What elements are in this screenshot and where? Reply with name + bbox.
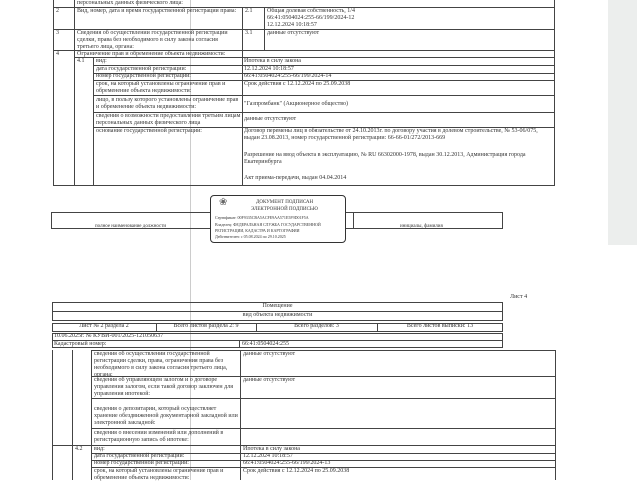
- stamp-title: ЭЛЕКТРОННОЙ ПОДПИСЬЮ: [251, 207, 318, 212]
- item-value: данные отсутствуют: [243, 377, 296, 383]
- stamp-owner: РЕГИСТРАЦИИ, КАДАСТРА И КАРТОГРАФИИ: [215, 228, 300, 233]
- name-caption: инициалы, фамилия: [400, 224, 443, 229]
- coat-of-arms-icon: ❀: [219, 197, 228, 208]
- item-label: номер государственной регистрации:: [96, 73, 191, 79]
- item-value: 12.12.2024 10:18:57: [243, 453, 293, 459]
- row4-label: Ограничение прав и обременение объекта недвижимости:: [77, 51, 226, 57]
- item-label: срок, на который установлены ограничение прав и обременение объекта недвижимости:: [94, 468, 224, 481]
- row1-tail: персональных данных физического лица:: [77, 0, 183, 6]
- item-value: Ипотека в силу закона: [244, 58, 301, 64]
- item-label: сведения об управляющем залогом и о договоре управления залогом, если такой договор заключен для управления ипотекой:: [94, 377, 233, 397]
- scanner-margin: [608, 0, 637, 245]
- row-subnumber: 2.1: [245, 8, 253, 14]
- e-signature-stamp: [210, 195, 346, 243]
- right-date: 12.12.2024 10:18:57: [267, 22, 317, 28]
- item-value: 66:41:0504024:255-66/199/2024-14: [244, 73, 332, 79]
- stamp-title: ДОКУМЕНТ ПОДПИСАН: [256, 200, 314, 205]
- object-type: Помещение: [262, 303, 293, 309]
- item-value: "Газпромбанк" (Акционерное общество): [244, 101, 349, 107]
- row-subnumber: 4.1: [77, 58, 85, 64]
- row-number: 2: [56, 8, 59, 14]
- sheet-info: Всего листов раздела 2: 9: [173, 323, 239, 329]
- row3-label: Сведения об осуществлении государственной регистрации сделки, права без необходимого в силу закона согласия третьего лица, органа:: [77, 30, 228, 50]
- sheet-number: Лист 4: [510, 294, 528, 300]
- item-value: Срок действия с 12.12.2024 по 25.09.2038: [243, 468, 350, 474]
- row-number: 4: [56, 51, 59, 57]
- position-caption: полное наименование должности: [95, 224, 167, 229]
- basis-document: Разрешение на ввод объекта в эксплуатацию, № RU 66302000-1978, выдан 30.12.2013, Администрация города Екатеринбурга: [244, 152, 526, 165]
- item-label: дата государственной регистрации:: [94, 453, 185, 459]
- row-subnumber: 4.2: [75, 446, 83, 452]
- item-label: лицо, в пользу которого установлены ограничение прав и обременение объекта недвижимости:: [96, 97, 239, 110]
- stamp-owner: Владелец: ФЕДЕРАЛЬНАЯ СЛУЖБА ГОСУДАРСТВЕННОЙ: [215, 222, 321, 227]
- basis-document: Акт приема-передачи, выдан 04.04.2014: [244, 175, 347, 181]
- item-label: сведения о внесении изменений или дополнений в регистрационную запись об ипотеке:: [94, 430, 224, 443]
- item-value: данные отсутствуют: [244, 116, 297, 122]
- row-subnumber: 3.1: [245, 30, 253, 36]
- item-label: вид:: [94, 446, 105, 452]
- item-value: 66:41:0504024:255-66/199/2024-13: [243, 460, 331, 466]
- document-reference: 10.06.2025г. № КУВИ-001/2025-121050637: [54, 333, 164, 339]
- row2-label: Вид, номер, дата и время государственной регистрации права:: [77, 8, 237, 14]
- stamp-validity: Действителен: с 05.08.2024 по 29.10.2025: [215, 234, 286, 239]
- item-value: 12.12.2024 10:18:57: [244, 66, 294, 72]
- cadastral-number: 66:41:0504024:255: [242, 341, 290, 347]
- sheet-info: Всего разделов: 3: [294, 323, 339, 329]
- item-value: данные отсутствуют: [243, 351, 296, 357]
- basis-document: Договор перемены лиц в обязательстве от 24.10.2013г. по договору участия в долевом строительстве, № 53-06/075, выдан 23.08.2013, номер государственной регистрации: 66-66-01/272/2013-669: [244, 128, 538, 141]
- stamp-cert: Сертификат: 00F9335CBA5ACFE9AA571E5F9D01F5A: [215, 215, 309, 220]
- item-label: сведения об осуществлении государственной регистрации сделки, права, ограничения права без необходимого в силу закона согласия третьего лица, органа:: [94, 351, 228, 378]
- item-label: сведения о депозитарии, который осуществляет хранение обездвиженной документарной закладной или электронной закладной:: [94, 406, 238, 426]
- item-value: Ипотека в силу закона: [243, 446, 300, 452]
- row-number: 3: [56, 30, 59, 36]
- item-label: сведения о возможности предоставления третьим лицам персональных данных физического лица: [96, 113, 241, 126]
- item-value: Срок действия с 12.12.2024 по 25.09.2038: [244, 81, 351, 87]
- item-label: дата государственной регистрации:: [96, 66, 187, 72]
- row3-value: данные отсутствуют: [267, 30, 320, 36]
- sheet-info: Лист № 2 раздела 2: [79, 323, 129, 329]
- object-type-caption: вид объекта недвижимости: [242, 312, 313, 318]
- item-label: вид:: [96, 58, 107, 64]
- cadastral-label: Кадастровый номер:: [54, 341, 107, 347]
- sheet-info: Всего листов выписки: 13: [406, 323, 474, 329]
- item-label: основание государственной регистрации:: [96, 128, 202, 134]
- item-label: номер государственной регистрации:: [94, 460, 189, 466]
- item-label: срок, на который установлены ограничение прав и обременение объекта недвижимости:: [96, 81, 226, 94]
- right-type: Общая долевая собственность, 1/4: [267, 8, 355, 14]
- right-number: 66:41:0504024:255-66/199/2024-12: [267, 15, 355, 21]
